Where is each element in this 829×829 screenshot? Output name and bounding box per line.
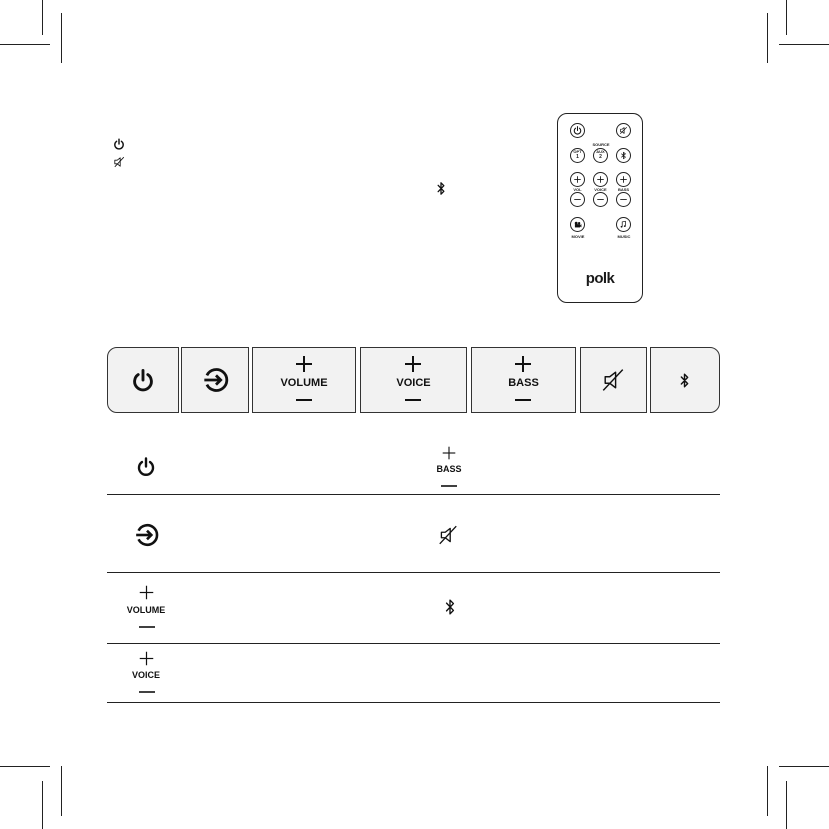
panel-voice-control[interactable] [360,347,467,413]
minus-icon[interactable] [403,397,423,403]
source-icon [202,366,230,394]
mute-icon [113,156,125,168]
crop-mark [786,781,787,829]
plus-icon[interactable] [513,354,533,374]
panel-volume-label: VOLUME [280,377,328,389]
power-icon [131,368,155,392]
panel-volume-control[interactable] [252,347,356,413]
table-volume-label: VOLUME [126,605,166,615]
remote-music-label: MUSIC [617,234,631,239]
remote-music-button[interactable] [616,217,631,232]
minus-icon [441,484,457,488]
crop-mark [0,44,50,45]
remote-source-label: SOURCE [592,142,610,147]
minus-icon [139,690,155,694]
crop-mark [779,44,829,45]
remote-movie-button[interactable] [570,217,585,232]
music-icon [617,218,630,231]
mute-icon [437,524,459,546]
remote-bass-down-button[interactable] [616,192,631,207]
remote-aux-button[interactable] [593,148,608,163]
table-bass-label: BASS [436,464,462,474]
remote-voice-label: VOICE [594,187,607,192]
remote-vol-label: VOL [573,187,582,192]
remote-vol-up-button[interactable] [570,172,585,187]
remote-bluetooth-button[interactable] [616,148,631,163]
panel-source-button[interactable] [181,347,249,413]
table-divider [107,702,720,703]
panel-bluetooth-button[interactable] [650,347,720,413]
remote-voice-down-button[interactable] [593,192,608,207]
panel-mute-button[interactable] [580,347,647,413]
panel-power-button[interactable] [107,347,179,413]
panel-bass-control[interactable] [471,347,576,413]
table-divider [107,494,720,495]
crop-mark [767,13,768,63]
remote-bass-label: BASS [617,187,630,192]
panel-bass-label: BASS [508,377,539,389]
table-divider [107,572,720,573]
remote-power-button[interactable] [570,123,585,138]
minus-icon[interactable] [294,397,314,403]
minus-icon[interactable] [513,397,533,403]
remote-aux-number: 2 [599,154,602,160]
crop-mark [767,766,768,816]
plus-icon [139,585,154,600]
remote-mute-button[interactable] [616,123,631,138]
plus-icon [139,651,154,666]
remote-control [557,113,643,303]
power-icon [136,456,156,477]
source-icon [134,522,160,548]
remote-opt-label: OPT [573,149,582,154]
remote-vol-down-button[interactable] [570,192,585,207]
bluetooth-icon [436,181,446,196]
remote-opt-button[interactable] [570,148,585,163]
bluetooth-icon [444,598,456,616]
plus-icon [442,446,456,460]
crop-mark [42,0,43,35]
crop-mark [42,781,43,829]
table-voice-label: VOICE [131,670,160,680]
plus-icon[interactable] [294,354,314,374]
remote-bass-up-button[interactable] [616,172,631,187]
remote-aux-label: AUX [596,149,605,154]
table-divider [107,643,720,644]
remote-voice-up-button[interactable] [593,172,608,187]
mute-icon [600,367,626,393]
crop-mark [0,766,50,767]
movie-icon [571,218,584,231]
remote-opt-number: 1 [576,154,579,160]
crop-mark [779,766,829,767]
minus-icon [139,625,155,629]
power-icon [113,138,125,150]
crop-mark [61,766,62,816]
panel-voice-label: VOICE [396,377,431,389]
crop-mark [786,0,787,35]
crop-mark [61,13,62,63]
plus-icon[interactable] [403,354,423,374]
remote-brand-logo: polk [585,270,615,287]
bluetooth-icon [679,372,690,389]
remote-movie-label: MOVIE [571,234,585,239]
